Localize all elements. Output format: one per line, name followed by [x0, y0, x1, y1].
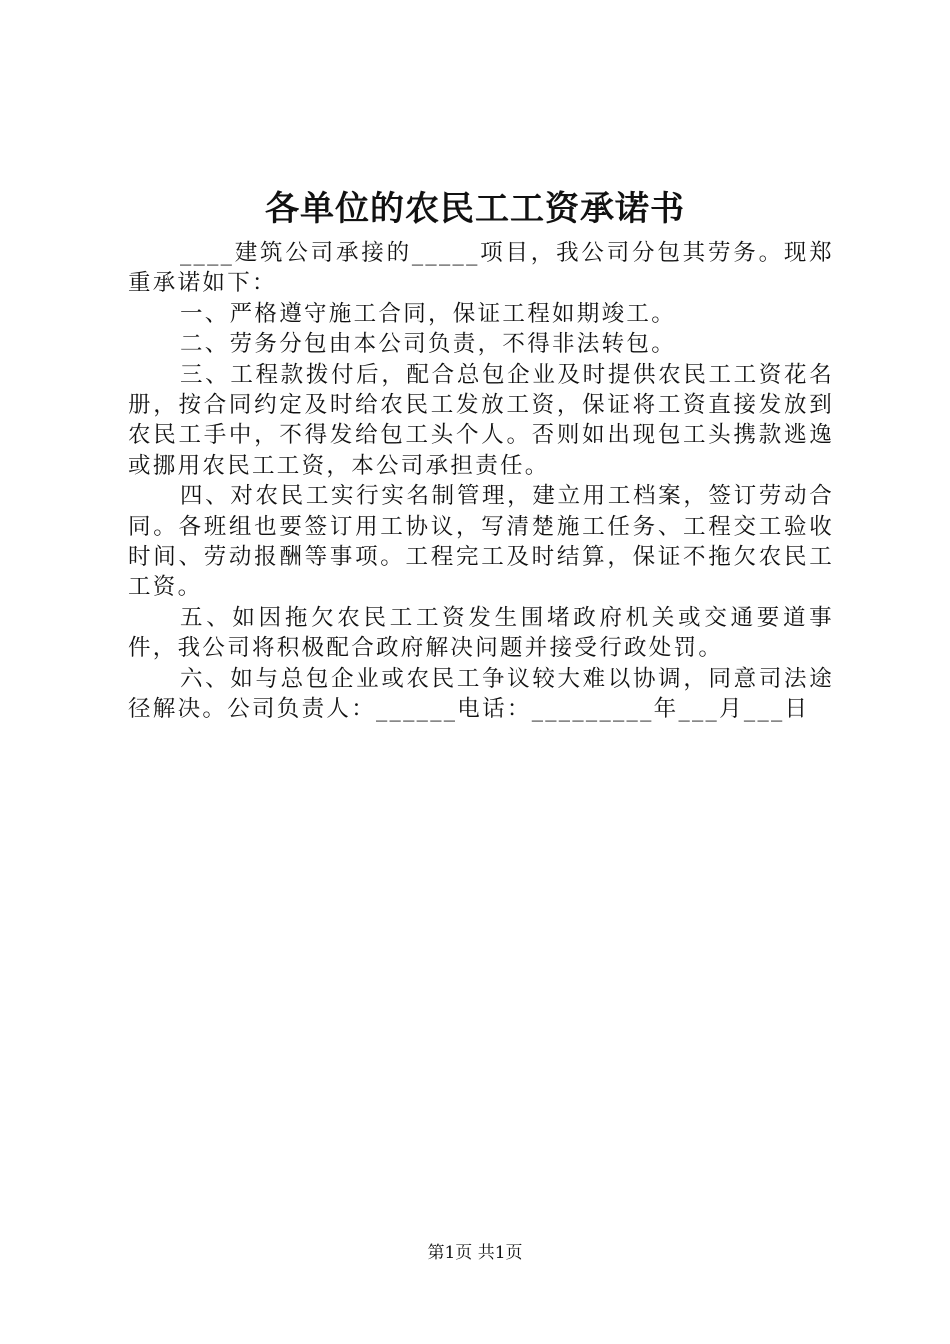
paragraph-item-6-signature: 六、如与总包企业或农民工争议较大难以协调，同意司法途径解决。公司负责人：______电话：_________年___月___日 [128, 665, 834, 723]
document-body [128, 238, 834, 725]
paragraph-intro: ____建筑公司承接的_____项目，我公司分包其劳务。现郑重承诺如下： [128, 240, 834, 297]
document-title: 各单位的农民工工资承诺书 [265, 189, 685, 229]
paragraph-item-2: 二、劳务分包由本公司负责，不得非法转包。 [180, 331, 677, 358]
paragraph-item-4: 四、对农民工实行实名制管理，建立用工档案，签订劳动合同。各班组也要签订用工协议，写清楚施工任务、工程交工验收时间、劳动报酬等事项。工程完工及时结算，保证不拖欠农民工工资。 [128, 483, 834, 601]
paragraph-item-5: 五、如因拖欠农民工工资发生围堵政府机关或交通要道事件，我公司将积极配合政府解决问题并接受行政处罚。 [128, 604, 834, 662]
paragraph-item-3: 三、工程款拨付后，配合总包企业及时提供农民工工资花名册，按合同约定及时给农民工发放工资，保证将工资直接发放到农民工手中，不得发给包工头个人。否则如出现包工头携款逃逸或挪用农民工工资，本公司承担责任。 [128, 361, 834, 479]
paragraph-item-1: 一、严格遵守施工合同，保证工程如期竣工。 [180, 300, 677, 327]
page-footer: 第1页 共1页 [427, 1243, 523, 1263]
